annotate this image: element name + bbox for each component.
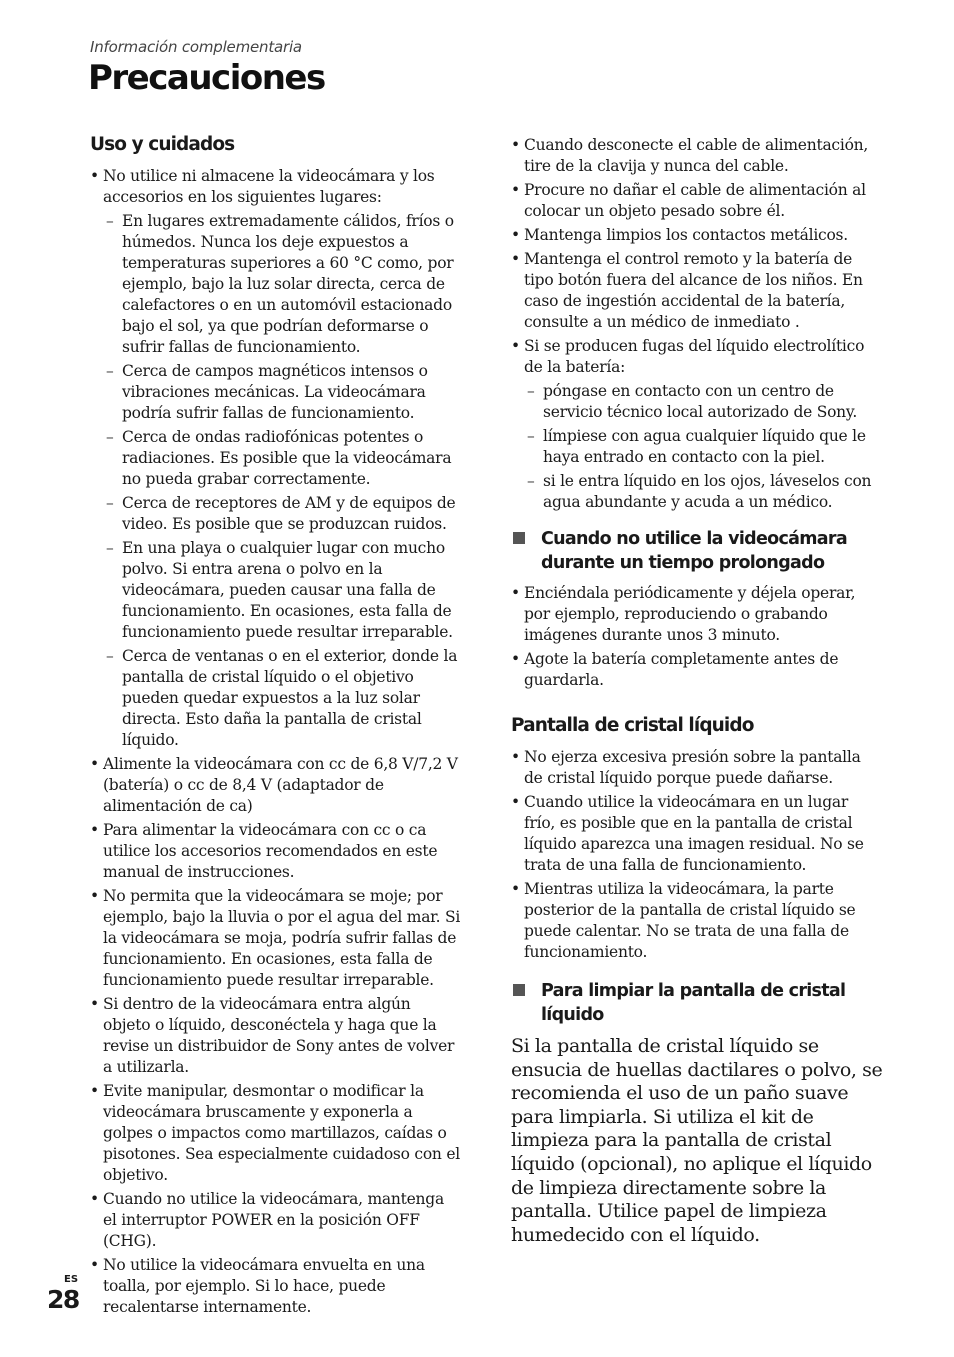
list-item-text: Mantenga limpios los contactos metálicos. (524, 226, 848, 244)
list-item-text: Mientras utiliza la videocámara, la parte posterior de la pantalla de cristal líquido se puede calentar. No se trata de una falla de funcionamiento. (524, 880, 856, 961)
bullet-icon: • (90, 1082, 99, 1100)
list-item-text: Si dentro de la videocámara entra algún objeto o líquido, desconéctela y haga que la revise un distribuidor de Sony antes de volver a utilizarla. (103, 995, 455, 1076)
sub-list-item (106, 538, 462, 643)
list-item (511, 747, 883, 789)
list-item-text: Mantenga el control remoto y la batería de tipo botón fuera del alcance de los niños. En caso de ingestión accidental de la batería, consulte a un médico de inmediato . (524, 250, 863, 331)
dash-icon: – (527, 427, 535, 445)
sub-list-item (527, 471, 883, 513)
bullet-icon: • (90, 1256, 99, 1274)
dash-icon: – (106, 212, 114, 230)
page-number: 28 (47, 1285, 79, 1314)
bullet-list-storage (511, 583, 883, 691)
list-item-text: Agote la batería completamente antes de guardarla. (524, 650, 839, 689)
bullet-list-power-battery (511, 135, 883, 513)
sub-list-item (106, 361, 462, 424)
left-column (90, 132, 462, 1321)
list-item-text: No ejerza excesiva presión sobre la pantalla de cristal líquido porque puede dañarse. (524, 748, 861, 787)
subhead-storage (511, 527, 883, 575)
list-item-text: Enciéndala periódicamente y déjela operar, por ejemplo, reproduciendo o grabando imágenes durante unos 3 minuto. (524, 584, 856, 644)
bullet-icon: • (90, 167, 99, 185)
sub-list-item (106, 427, 462, 490)
list-item-text: No utilice la videocámara envuelta en una toalla, por ejemplo. Si lo hace, puede recalentarse internamente. (103, 1256, 425, 1316)
sub-list-item-text: Cerca de ondas radiofónicas potentes o radiaciones. Es posible que la videocámara no pueda grabar correctamente. (122, 428, 452, 488)
bullet-list-lcd (511, 747, 883, 963)
list-item-text: Cuando no utilice la videocámara, mantenga el interruptor POWER en la posición OFF (CHG). (103, 1190, 444, 1250)
bullet-icon: • (511, 584, 520, 602)
bullet-icon: • (511, 226, 520, 244)
sub-list-item (527, 381, 883, 423)
list-item-text: Si se producen fugas del líquido electrolítico de la batería: (524, 337, 865, 376)
list-item-text: No permita que la videocámara se moje; por ejemplo, bajo la lluvia o por el agua del mar. Si la videocámara se moja, podría sufrir fallas de funcionamiento. En ocasiones, esta falla de funcionamiento puede resultar irreparable. (103, 887, 461, 989)
bullet-icon: • (511, 250, 520, 268)
right-column (511, 135, 883, 1247)
sub-list (524, 381, 883, 513)
bullet-icon: • (90, 995, 99, 1013)
list-item (90, 820, 462, 883)
dash-icon: – (106, 539, 114, 557)
list-item (90, 1189, 462, 1252)
dash-icon: – (106, 362, 114, 380)
sub-list-item-text: En una playa o cualquier lugar con mucho polvo. Si entra arena o polvo en la videocámara, pueden causar una falla de funcionamiento. En ocasiones, esta falla de funcionamiento puede resultar irreparable. (122, 539, 453, 641)
bullet-icon: • (511, 136, 520, 154)
list-item-text: Cuando utilice la videocámara en un lugar frío, es posible que en la pantalla de cristal líquido aparezca una imagen residual. No se trata de una falla de funcionamiento. (524, 793, 864, 874)
sub-list (103, 211, 462, 751)
bullet-icon: • (511, 793, 520, 811)
list-item (511, 336, 883, 513)
bullet-icon: • (511, 337, 520, 355)
list-item (511, 249, 883, 333)
bullet-icon: • (90, 887, 99, 905)
list-item (90, 166, 462, 751)
list-item (511, 792, 883, 876)
bullet-icon: • (511, 181, 520, 199)
dash-icon: – (106, 494, 114, 512)
bullet-icon: • (90, 755, 99, 773)
list-item (90, 994, 462, 1078)
subhead-clean (511, 979, 883, 1027)
sub-list-item (106, 493, 462, 535)
subhead-clean-text: Para limpiar la pantalla de cristal líquido (541, 981, 846, 1025)
section-title-lcd: Pantalla de cristal líquido (511, 715, 754, 736)
list-item (511, 879, 883, 963)
bullet-icon: • (511, 650, 520, 668)
section-title-use-care: Uso y cuidados (90, 134, 235, 155)
sub-list-item-text: si le entra líquido en los ojos, láveselos con agua abundante y acuda a un médico. (543, 472, 872, 511)
list-item-text: Para alimentar la videocámara con cc o ca utilice los accesorios recomendados en este manual de instrucciones. (103, 821, 438, 881)
sub-list-item-text: En lugares extremadamente cálidos, fríos o húmedos. Nunca los deje expuestos a temperaturas superiores a 60 °C como, por ejemplo, bajo la luz solar directa, cerca de calefactores o en un automóvil estacionado bajo el sol, ya que podrían deformarse o sufrir fallas de funcionamiento. (122, 212, 454, 356)
dash-icon: – (106, 647, 114, 665)
list-item-text: Procure no dañar el cable de alimentación al colocar un objeto pesado sobre él. (524, 181, 866, 220)
sub-list-item-text: Cerca de campos magnéticos intensos o vibraciones mecánicas. La videocámara podría sufrir fallas de funcionamiento. (122, 362, 428, 422)
list-item-text: Cuando desconecte el cable de alimentación, tire de la clavija y nunca del cable. (524, 136, 869, 175)
square-bullet-icon (513, 532, 525, 544)
list-item-text: Evite manipular, desmontar o modificar la videocámara bruscamente y exponerla a golpes o impactos como martillazos, caídas o pisotones. Sea especialmente cuidadoso con el objetivo. (103, 1082, 460, 1184)
subhead-storage-text: Cuando no utilice la videocámara durante un tiempo prolongado (541, 529, 847, 573)
sub-list-item-text: póngase en contacto con un centro de servicio técnico local autorizado de Sony. (543, 382, 858, 421)
square-bullet-icon (513, 984, 525, 996)
list-item (90, 754, 462, 817)
list-item-text: No utilice ni almacene la videocámara y los accesorios en los siguientes lugares: (103, 167, 435, 206)
sub-list-item (106, 646, 462, 751)
language-code: ES (64, 1274, 79, 1285)
list-item (90, 1081, 462, 1186)
bullet-icon: • (90, 821, 99, 839)
dash-icon: – (527, 472, 535, 490)
list-item (511, 583, 883, 646)
bullet-icon: • (90, 1190, 99, 1208)
sub-list-item (106, 211, 462, 358)
list-item-text: Alimente la videocámara con cc de 6,8 V/7,2 V (batería) o cc de 8,4 V (adaptador de alimentación de ca) (103, 755, 458, 815)
dash-icon: – (527, 382, 535, 400)
list-item (511, 649, 883, 691)
bullet-icon: • (511, 880, 520, 898)
list-item (511, 225, 883, 246)
sub-list-item (527, 426, 883, 468)
sub-list-item-text: límpiese con agua cualquier líquido que le haya entrado en contacto con la piel. (543, 427, 866, 466)
header-kicker: Información complementaria (90, 38, 302, 56)
list-item (511, 135, 883, 177)
sub-list-item-text: Cerca de receptores de AM y de equipos de video. Es posible que se produzcan ruidos. (122, 494, 456, 533)
bullet-list-use-care (90, 166, 462, 1318)
list-item (90, 1255, 462, 1318)
sub-list-item-text: Cerca de ventanas o en el exterior, donde la pantalla de cristal líquido o el objetivo pueden quedar expuestos a la luz solar directa. Esto daña la pantalla de cristal líquido. (122, 647, 458, 749)
list-item (511, 180, 883, 222)
dash-icon: – (106, 428, 114, 446)
list-item (90, 886, 462, 991)
bullet-icon: • (511, 748, 520, 766)
page-title: Precauciones (88, 58, 325, 98)
clean-paragraph: Si la pantalla de cristal líquido se ensucia de huellas dactilares o polvo, se recomienda el uso de un paño suave para limpiarla. Si utiliza el kit de limpieza para la pantalla de cristal líquido (opcional), no aplique el líquido de limpieza directamente sobre la pantalla. Utilice papel de limpieza humedecido con el líquido. (511, 1035, 883, 1246)
